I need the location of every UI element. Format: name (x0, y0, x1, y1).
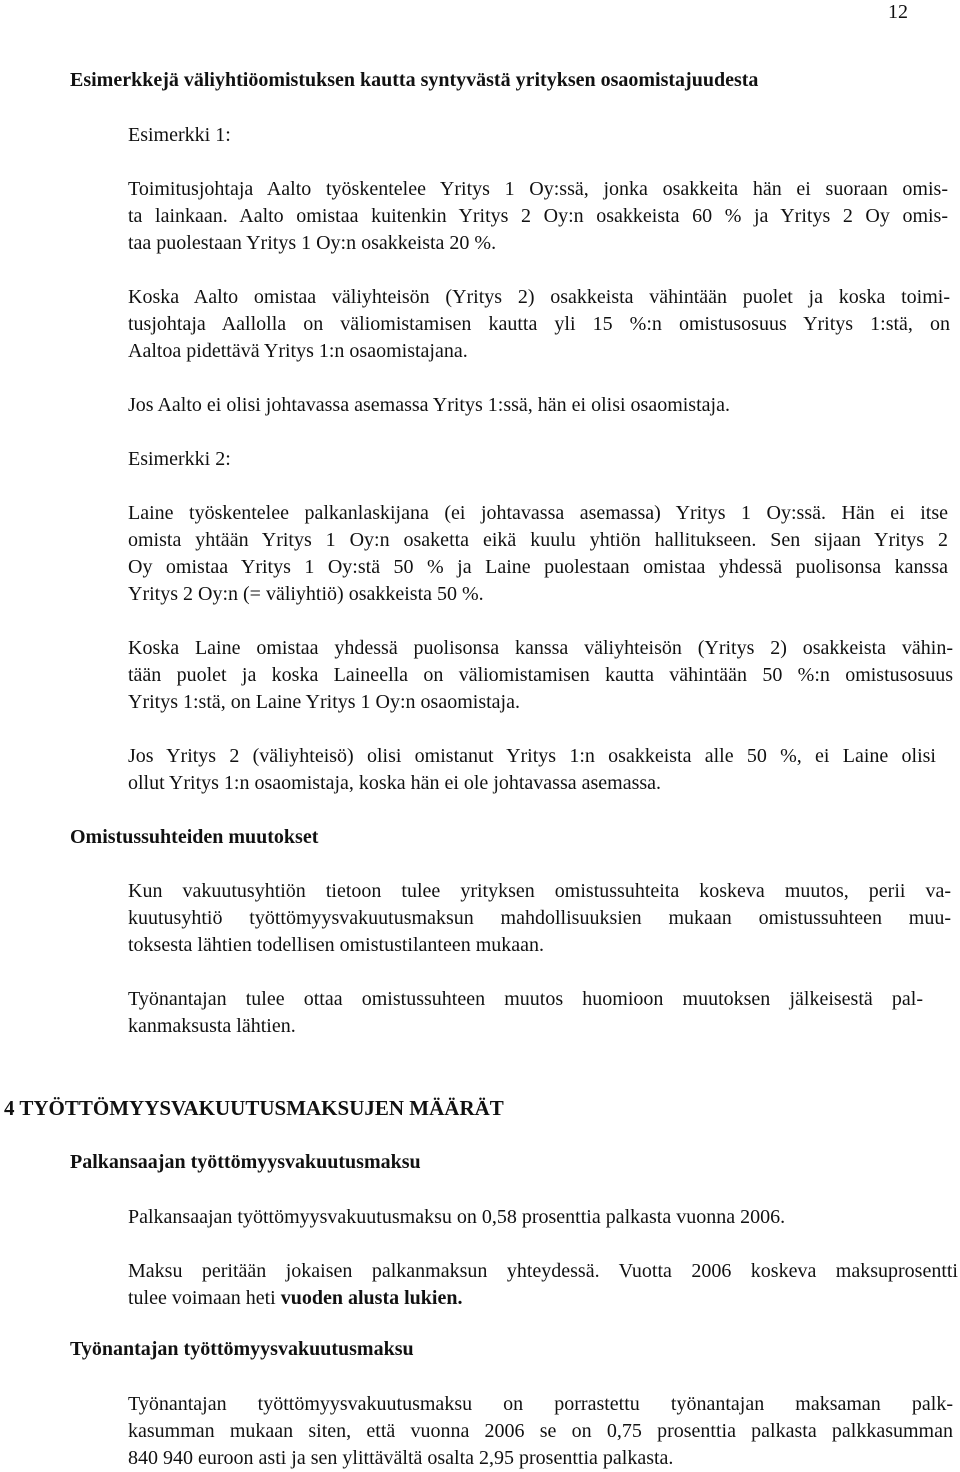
employee-premium-paragraph-2: Maksu peritään jokaisen palkanmaksun yhteydessä. Vuotta 2006 koskeva maksuprosentti tulee voimaan heti vuoden alusta lukien. (128, 1260, 958, 1309)
emphasis-text: vuoden alusta lukien. (280, 1287, 463, 1309)
employer-premium-paragraph-1: Työnantajan työttömyysvakuutusmaksu on porrastettu työnantajan maksaman palk- kasumman mukaan siten, että vuonna 2006 se on 0,75 prosenttia palkasta palkkasumman 840 940 euroon asti ja sen ylittävältä osalta 2,95 prosenttia palkasta. (128, 1393, 953, 1469)
example-1-paragraph-3: Jos Aalto ei olisi johtavassa asemassa Yritys 1:ssä, hän ei olisi osaomistaja. (128, 394, 730, 416)
section-heading-examples: Esimerkkejä väliyhtiöomistuksen kautta syntyvästä yrityksen osaomistajuudesta (70, 69, 759, 91)
example-2-paragraph-1: Laine työskentelee palkanlaskijana (ei johtavassa asemassa) Yritys 1 Oy:ssä. Hän ei itse omista yhtään Yritys 1 Oy:n osaketta eikä kuulu yhtiön hallitukseen. Sen sijaan Yritys 2 Oy omistaa Yritys 1 Oy:stä 50 % ja Laine puolestaan omistaa yhdessä puolisonsa kanssa Yritys 2 Oy:n (= väliyhtiö) osakkeista 50 %. (128, 502, 948, 605)
ownership-changes-paragraph-1: Kun vakuutusyhtiön tietoon tulee yrityksen omistussuhteita koskeva muutos, perii va- kuutusyhtiö työttömyysvakuutusmaksun mahdollisuuksien mukaan omistussuhteen muu- toksesta lähtien todellisen omistustilanteen mukaan. (128, 880, 951, 956)
subsection-heading-employer-premium: Työnantajan työttömyysvakuutusmaksu (70, 1338, 414, 1360)
subsection-heading-employee-premium: Palkansaajan työttömyysvakuutusmaksu (70, 1151, 421, 1173)
employee-premium-paragraph-1: Palkansaajan työttömyysvakuutusmaksu on 0,58 prosenttia palkasta vuonna 2006. (128, 1206, 786, 1228)
example-2-label: Esimerkki 2: (128, 448, 231, 470)
ownership-changes-paragraph-2: Työnantajan tulee ottaa omistussuhteen muutos huomioon muutoksen jälkeisestä pal- kanmaksusta lähtien. (128, 988, 923, 1037)
page-number: 12 (888, 1, 908, 23)
example-2-paragraph-3: Jos Yritys 2 (väliyhteisö) olisi omistanut Yritys 1:n osakkeista alle 50 %, ei Laine olisi ollut Yritys 1:n osaomistaja, koska hän ei ole johtavassa asemassa. (128, 745, 936, 794)
example-2-paragraph-2: Koska Laine omistaa yhdessä puolisonsa kanssa väliyhteisön (Yritys 2) osakkeista vähin- tään puolet ja koska Laineella on väliomistamisen kautta vähintään 50 %:n omistusosuus Yritys 1:stä, on Laine Yritys 1 Oy:n osaomistaja. (128, 637, 953, 713)
section-heading-ownership-changes: Omistussuhteiden muutokset (70, 826, 319, 848)
example-1-paragraph-2: Koska Aalto omistaa väliyhteisön (Yritys 2) osakkeista vähintään puolet ja koska toimi- tusjohtaja Aallolla on väliomistamisen kautta yli 15 %:n omistusosuus Yritys 1:stä, on Aaltoa pidettävä Yritys 1:n osaomistajana. (128, 286, 950, 362)
chapter-heading: 4 TYÖTTÖMYYSVAKUUTUSMAKSUJEN MÄÄRÄT (4, 1096, 504, 1120)
example-1-paragraph-1: Toimitusjohtaja Aalto työskentelee Yritys 1 Oy:ssä, jonka osakkeita hän ei suoraan omis- ta lainkaan. Aalto omistaa kuitenkin Yritys 2 Oy:n osakkeista 60 % ja Yritys 2 Oy omis- taa puolestaan Yritys 1 Oy:n osakkeista 20 %. (128, 178, 948, 254)
example-1-label: Esimerkki 1: (128, 124, 231, 146)
